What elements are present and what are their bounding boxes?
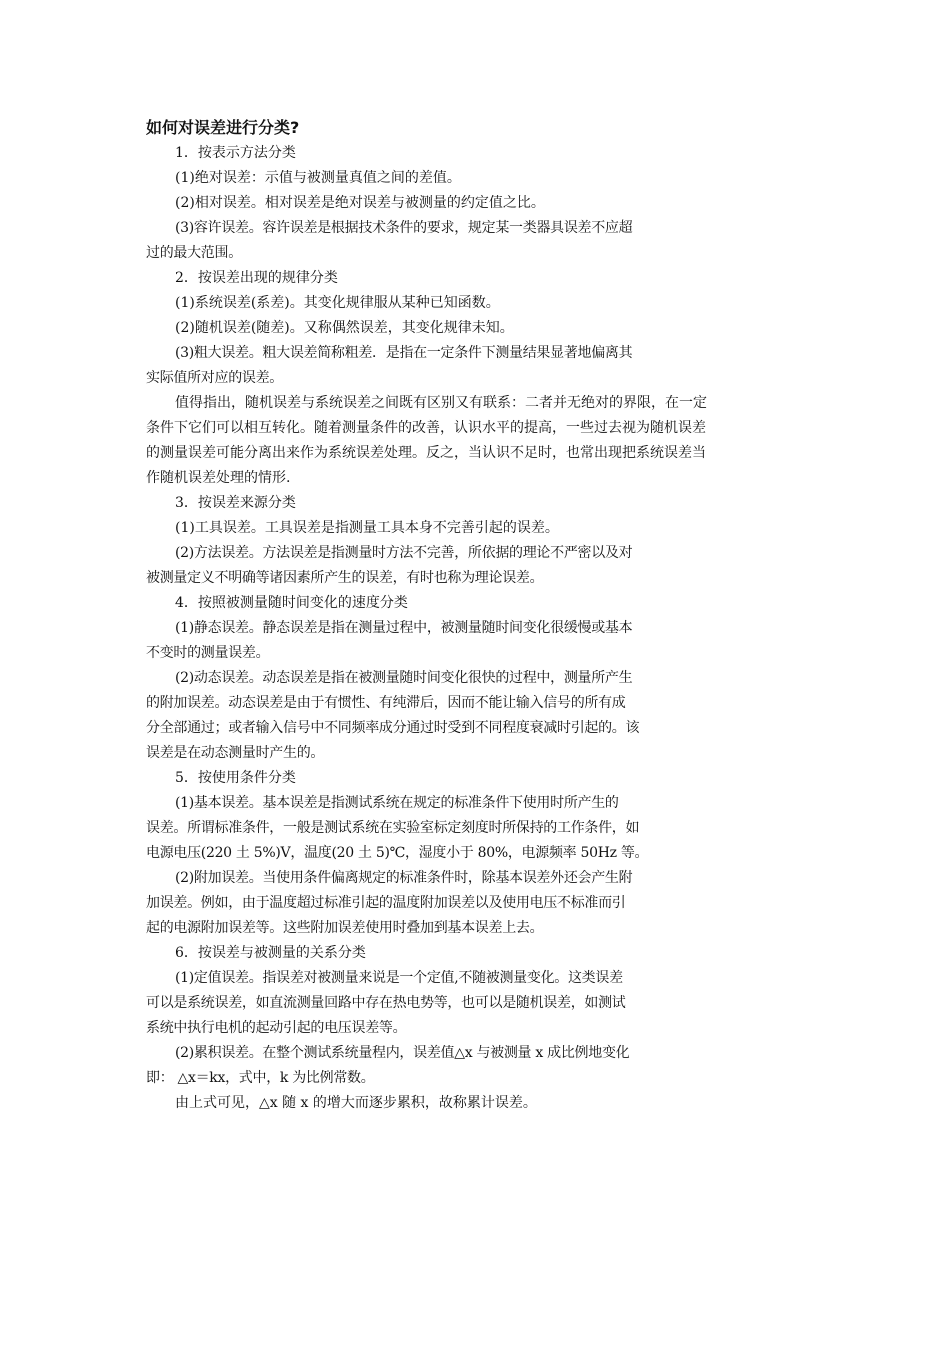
text-line: (1)基本误差。基本误差是指测试系统在规定的标准条件下使用时所产生的	[175, 795, 619, 811]
paragraph	[146, 966, 816, 1041]
paragraph	[146, 341, 816, 391]
text-line: 4．按照被测量随时间变化的速度分类	[175, 595, 408, 611]
text-line: (1)定值误差。指误差对被测量来说是一个定值,不随被测量变化。这类误差	[175, 970, 623, 986]
paragraph	[146, 766, 816, 791]
paragraph	[146, 166, 816, 191]
paragraph	[146, 191, 816, 216]
paragraph	[146, 866, 816, 941]
text-line: 起的电源附加误差等。这些附加误差使用时叠加到基本误差上去。	[146, 920, 544, 936]
text-line: 实际值所对应的误差。	[146, 370, 283, 386]
paragraph	[146, 516, 816, 541]
paragraph	[146, 141, 816, 166]
text-line: 作随机误差处理的情形.	[146, 470, 291, 486]
text-line: 6．按误差与被测量的关系分类	[175, 945, 366, 961]
text-line: (2)方法误差。方法误差是指测量时方法不完善，所依据的理论不严密以及对	[175, 545, 633, 561]
text-line: 分全部通过；或者输入信号中不同频率成分通过时受到不同程度衰减时引起的。该	[146, 720, 640, 736]
paragraph	[146, 316, 816, 341]
text-line: 系统中执行电机的起动引起的电压误差等。	[146, 1020, 407, 1036]
text-line: (1)工具误差。工具误差是指测量工具本身不完善引起的误差。	[175, 520, 559, 536]
text-line: 5．按使用条件分类	[175, 770, 296, 786]
paragraph	[146, 266, 816, 291]
paragraph	[146, 491, 816, 516]
text-line: 过的最大范围。	[146, 245, 242, 261]
text-line: 条件下它们可以相互转化。随着测量条件的改善，认识水平的提高，一些过去视为随机误差	[146, 420, 706, 436]
text-line: (2)相对误差。相对误差是绝对误差与被测量的约定值之比。	[175, 195, 545, 211]
document-title: 如何对误差进行分类?	[146, 118, 300, 137]
document-body	[146, 141, 816, 1116]
paragraph	[146, 291, 816, 316]
text-line: 的测量误差可能分离出来作为系统误差处理。反之，当认识不足时，也常出现把系统误差当	[146, 445, 706, 461]
text-line: 的附加误差。动态误差是由于有惯性、有纯滞后，因而不能让输入信号的所有成	[146, 695, 626, 711]
paragraph	[146, 791, 816, 866]
document-page	[146, 116, 816, 1116]
text-line: (3)粗大误差。粗大误差简称粗差．是指在一定条件下测量结果显著地偏离其	[175, 345, 633, 361]
paragraph	[146, 591, 816, 616]
text-line: 加误差。例如，由于温度超过标准引起的温度附加误差以及使用电压不标准而引	[146, 895, 626, 911]
text-line: 值得指出，随机误差与系统误差之间既有区别又有联系：二者并无绝对的界限，在一定	[175, 395, 707, 411]
text-line: 3．按误差来源分类	[175, 495, 296, 511]
text-line: 即： △x＝kx，式中，k 为比例常数。	[146, 1070, 375, 1086]
text-line: (1)静态误差。静态误差是指在测量过程中，被测量随时间变化很缓慢或基本	[175, 620, 633, 636]
text-line: 误差是在动态测量时产生的。	[146, 745, 325, 761]
text-line: (2)随机误差(随差)。又称偶然误差，其变化规律未知。	[175, 320, 514, 336]
text-line: (2)累积误差。在整个测试系统量程内，误差值△x 与被测量 x 成比例地变化	[175, 1045, 630, 1061]
paragraph	[146, 1091, 816, 1116]
text-line: 2．按误差出现的规律分类	[175, 270, 338, 286]
text-line: 1．按表示方法分类	[175, 145, 296, 161]
paragraph	[146, 1041, 816, 1091]
text-line: (2)动态误差。动态误差是指在被测量随时间变化很快的过程中，测量所产生	[175, 670, 633, 686]
text-line: 被测量定义不明确等诸因素所产生的误差，有时也称为理论误差。	[146, 570, 544, 586]
text-line: 不变时的测量误差。	[146, 645, 270, 661]
paragraph	[146, 216, 816, 266]
text-line: (1)绝对误差：示值与被测量真值之间的差值。	[175, 170, 461, 186]
paragraph	[146, 391, 816, 491]
text-line: 误差。所谓标准条件，一般是测试系统在实验室标定刻度时所保持的工作条件，如	[146, 820, 640, 836]
text-line: (1)系统误差(系差)。其变化规律服从某种已知函数。	[175, 295, 500, 311]
text-line: 由上式可见，△x 随 x 的增大而逐步累积，故称累计误差。	[175, 1095, 537, 1111]
paragraph	[146, 541, 816, 591]
paragraph	[146, 616, 816, 666]
text-line: (3)容许误差。容许误差是根据技术条件的要求，规定某一类器具误差不应超	[175, 220, 633, 236]
paragraph	[146, 941, 816, 966]
text-line: (2)附加误差。当使用条件偏离规定的标准条件时，除基本误差外还会产生附	[175, 870, 633, 886]
paragraph	[146, 666, 816, 766]
text-line: 电源电压(220 土 5%)V，温度(20 土 5)℃，湿度小于 80%，电源频率 50Hz 等。	[146, 845, 649, 861]
text-line: 可以是系统误差，如直流测量回路中存在热电势等，也可以是随机误差，如测试	[146, 995, 626, 1011]
